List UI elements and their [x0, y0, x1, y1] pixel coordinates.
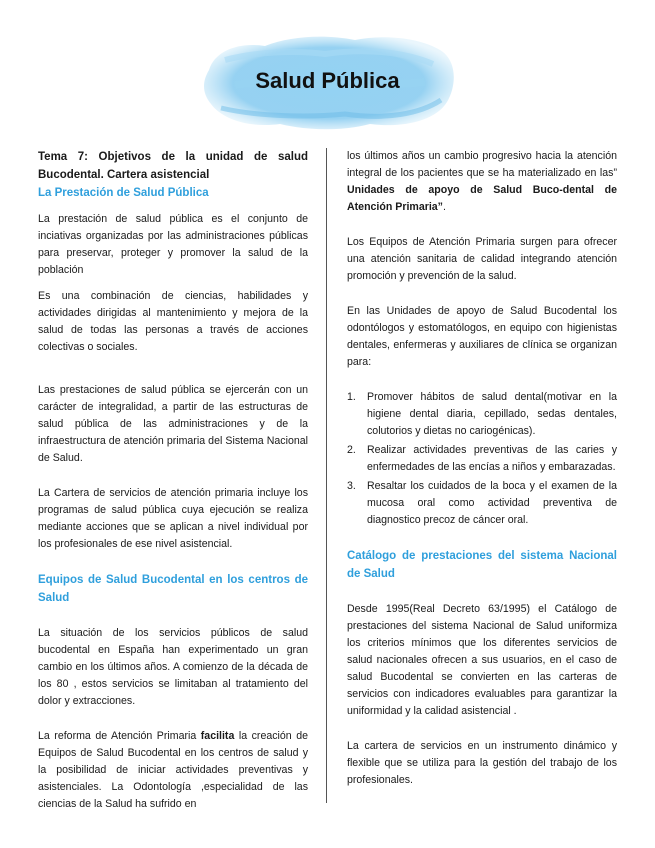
list-item	[347, 442, 617, 476]
header-banner	[195, 30, 460, 135]
list-item-text: Resaltar los cuidados de la boca y el examen de la mucosa oral como actividad preventiva de diagnostico precoz de cáncer oral.	[367, 480, 617, 526]
topic-title: Tema 7: Objetivos de la unidad de salud Bucodental. Cartera asistencial	[38, 151, 308, 181]
objectives-list	[347, 389, 617, 529]
paragraph	[38, 728, 308, 813]
paragraph: La Cartera de servicios de atención primaria incluye los programas de salud pública cuya ejecución se realiza mediante acciones que se aplican a nivel individual por los profesionales de ese nivel asistencial.	[38, 487, 308, 550]
left-column	[38, 148, 308, 813]
text-run: los últimos años un cambio progresivo hacia la atención integral de los pacientes que se ha materializado en las”	[347, 150, 617, 179]
right-column	[347, 148, 617, 789]
list-item	[347, 389, 617, 440]
paragraph: Los Equipos de Atención Primaria surgen para ofrecer una atención sanitaria de calidad integrando atención promoción y prevención de la salud.	[347, 236, 617, 282]
heading-prestacion-salud-publica: La Prestación de Salud Pública	[38, 187, 209, 199]
paragraph: La prestación de salud pública es el conjunto de inciativas organizadas por las administraciones públicas para preservar, proteger y promover la salud de la población	[38, 213, 308, 276]
text-run: .	[442, 201, 446, 213]
text-run: La reforma de Atención Primaria	[38, 730, 201, 742]
list-item-text: Realizar actividades preventivas de las caries y enfermedades de las encías a niños y embarazadas.	[367, 444, 617, 473]
text-run: la creación de Equipos de Salud Bucodental en los centros de salud y la posibilidad de iniciar actividades preventivas y asistenciales. La Odontología ,especialidad de las ciencias de la Salud ha sufrido en	[38, 730, 308, 810]
list-number: 3.	[347, 480, 356, 492]
bold-text: facilita	[200, 730, 235, 742]
page-title: Salud Pública	[255, 68, 400, 93]
heading-catalogo-prestaciones: Catálogo de prestaciones del sistema Nacional de Salud	[347, 550, 617, 580]
paragraph: En las Unidades de apoyo de Salud Bucodental los odontólogos y estomatólogos, en equipo con higienistas dentales, enfermeras y auxiliares de clínica se organizan para:	[347, 305, 617, 368]
list-item	[347, 478, 617, 529]
paragraph: Es una combinación de ciencias, habilidades y actividades dirigidas al mantenimiento y mejora de la salud de todas las personas a través de acciones colectivas o sociales.	[38, 290, 308, 353]
paragraph	[347, 148, 617, 216]
paragraph: La situación de los servicios públicos de salud bucodental en España han experimentado un gran cambio en los últimos años. A comienzo de la década de los 80 , estos servicios se limitaban al tratamiento del dolor y extracciones.	[38, 627, 308, 707]
paragraph: Desde 1995(Real Decreto 63/1995) el Catálogo de prestaciones del sistema Nacional de Salud uniformiza los criterios mínimos que los diferentes servicios de salud nacionales ofrecen a sus usuarios, en el caso de salud Bucodental se convierten en las carteras de servicios con indicadores evaluables para garantizar la uniformidad y la calidad asistencial .	[347, 603, 617, 717]
heading-equipos-salud-bucodental: Equipos de Salud Bucodental en los centros de Salud	[38, 574, 308, 604]
paragraph: Las prestaciones de salud pública se ejercerán con un carácter de integralidad, a partir de las estructuras de salud pública de las administraciones y de la infraestructura de atención primaria del Sistema Nacional de Salud.	[38, 384, 308, 464]
bold-text: Unidades de apoyo de Salud Buco-dental de Atención Primaria”	[347, 184, 617, 213]
column-divider	[326, 148, 327, 803]
list-number: 1.	[347, 391, 356, 403]
list-item-text: Promover hábitos de salud dental(motivar en la higiene dental diaria, cepillado, sedas dentales, colutorios y dietas no cariogénicas).	[367, 391, 617, 437]
paragraph: La cartera de servicios en un instrumento dinámico y flexible que se utiliza para la gestión del trabajo de los profesionales.	[347, 740, 617, 786]
list-number: 2.	[347, 444, 356, 456]
